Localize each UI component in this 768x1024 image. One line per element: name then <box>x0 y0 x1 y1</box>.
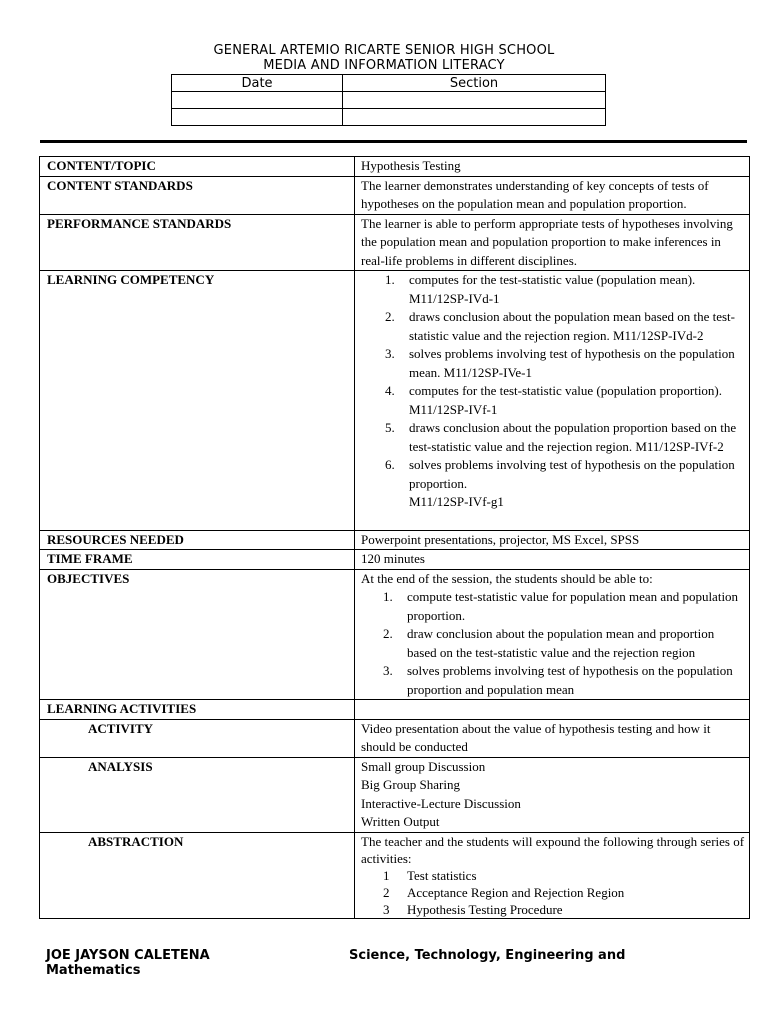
school-name: GENERAL ARTEMIO RICARTE SENIOR HIGH SCHOOL <box>213 43 555 58</box>
row-value: Powerpoint presentations, projector, MS Excel, SPSS <box>355 530 750 550</box>
section-field[interactable] <box>343 92 606 109</box>
row-value: Hypothesis Testing <box>355 157 750 177</box>
table-row <box>40 214 750 271</box>
footer-department: Science, Technology, Engineering and <box>349 948 626 963</box>
date-field[interactable] <box>172 92 343 109</box>
date-header: Date <box>172 75 343 92</box>
list-item: 2. draws conclusion about the population mean based on the test-statistic value and the rejection region. M11/12SP-IVd-2 <box>385 309 736 343</box>
analysis-line: Written Output <box>361 814 440 829</box>
list-item: 3 Hypothesis Testing Procedure <box>383 901 563 917</box>
competency-code: M11/12SP-IVf-g1 <box>409 494 504 509</box>
section-field-2[interactable] <box>343 109 606 126</box>
list-item: 2. draw conclusion about the population mean and proportion based on the test-statistic value and the rejection region <box>383 626 715 660</box>
row-label: OBJECTIVES <box>40 569 355 700</box>
lesson-plan-table <box>39 156 750 919</box>
competency-list-cell <box>355 271 750 531</box>
abstraction-cell <box>355 832 750 918</box>
list-item: 1. compute test-statistic value for population mean and population proportion. <box>383 589 739 623</box>
row-label: TIME FRAME <box>40 550 355 570</box>
footer-department-cont: Mathematics <box>46 963 141 978</box>
list-item: 3. solves problems involving test of hypothesis on the population proportion and population mean <box>383 663 733 697</box>
list-item: 5. draws conclusion about the population proportion based on the test-statistic value and the rejection region. M11/12SP-IVf-2 <box>385 420 737 454</box>
table-row <box>40 719 750 757</box>
row-label: ABSTRACTION <box>40 832 355 918</box>
abstraction-intro: The teacher and the students will expound the following through series of activities: <box>361 833 745 866</box>
table-row <box>40 832 750 918</box>
row-label: CONTENT STANDARDS <box>40 176 355 214</box>
section-header: Section <box>343 75 606 92</box>
list-item: 6. solves problems involving test of hypothesis on the population proportion. <box>385 457 735 491</box>
date-section-table <box>171 74 606 126</box>
row-label: PERFORMANCE STANDARDS <box>40 214 355 271</box>
analysis-cell <box>355 757 750 832</box>
row-value: The learner demonstrates understanding of key concepts of tests of hypotheses on the population mean and population proportion. <box>355 176 750 214</box>
row-value: 120 minutes <box>355 550 750 570</box>
row-label: LEARNING ACTIVITIES <box>40 700 355 720</box>
subject-title: MEDIA AND INFORMATION LITERACY <box>263 58 505 73</box>
list-item: 2 Acceptance Region and Rejection Region <box>383 884 625 900</box>
list-item: 3. solves problems involving test of hypothesis on the population mean. M11/12SP-IVe-1 <box>385 346 735 380</box>
table-row <box>40 176 750 214</box>
list-item: 1. computes for the test-statistic value (population mean). M11/12SP-IVd-1 <box>385 272 696 306</box>
objectives-list <box>361 588 745 699</box>
table-row <box>40 157 750 177</box>
analysis-line: Interactive-Lecture Discussion <box>361 795 521 811</box>
analysis-line: Big Group Sharing <box>361 777 460 792</box>
divider-rule <box>40 140 747 143</box>
table-row <box>40 757 750 832</box>
footer-author: JOE JAYSON CALETENA <box>46 948 210 963</box>
row-label: RESOURCES NEEDED <box>40 530 355 550</box>
table-row <box>40 530 750 550</box>
row-value: Video presentation about the value of hypothesis testing and how it should be conducted <box>355 719 750 757</box>
abstraction-list <box>361 867 745 918</box>
objectives-intro: At the end of the session, the students should be able to: <box>361 570 653 586</box>
row-value <box>355 700 750 720</box>
date-field-2[interactable] <box>172 109 343 126</box>
row-value: The learner is able to perform appropriate tests of hypotheses involving the population mean and population proportion to make inferences in real-life problems in different disciplines. <box>355 214 750 271</box>
table-row <box>40 569 750 700</box>
row-label: ANALYSIS <box>40 757 355 832</box>
table-row <box>40 550 750 570</box>
list-item: 1 Test statistics <box>383 867 477 883</box>
objectives-cell <box>355 569 750 700</box>
row-label: ACTIVITY <box>40 719 355 757</box>
row-label: CONTENT/TOPIC <box>40 157 355 177</box>
analysis-line: Small group Discussion <box>361 758 486 774</box>
competency-list <box>361 271 745 493</box>
list-item: 4. computes for the test-statistic value (population proportion). M11/12SP-IVf-1 <box>385 383 723 417</box>
table-row <box>40 271 750 531</box>
row-label: LEARNING COMPETENCY <box>40 271 355 531</box>
table-row <box>40 700 750 720</box>
